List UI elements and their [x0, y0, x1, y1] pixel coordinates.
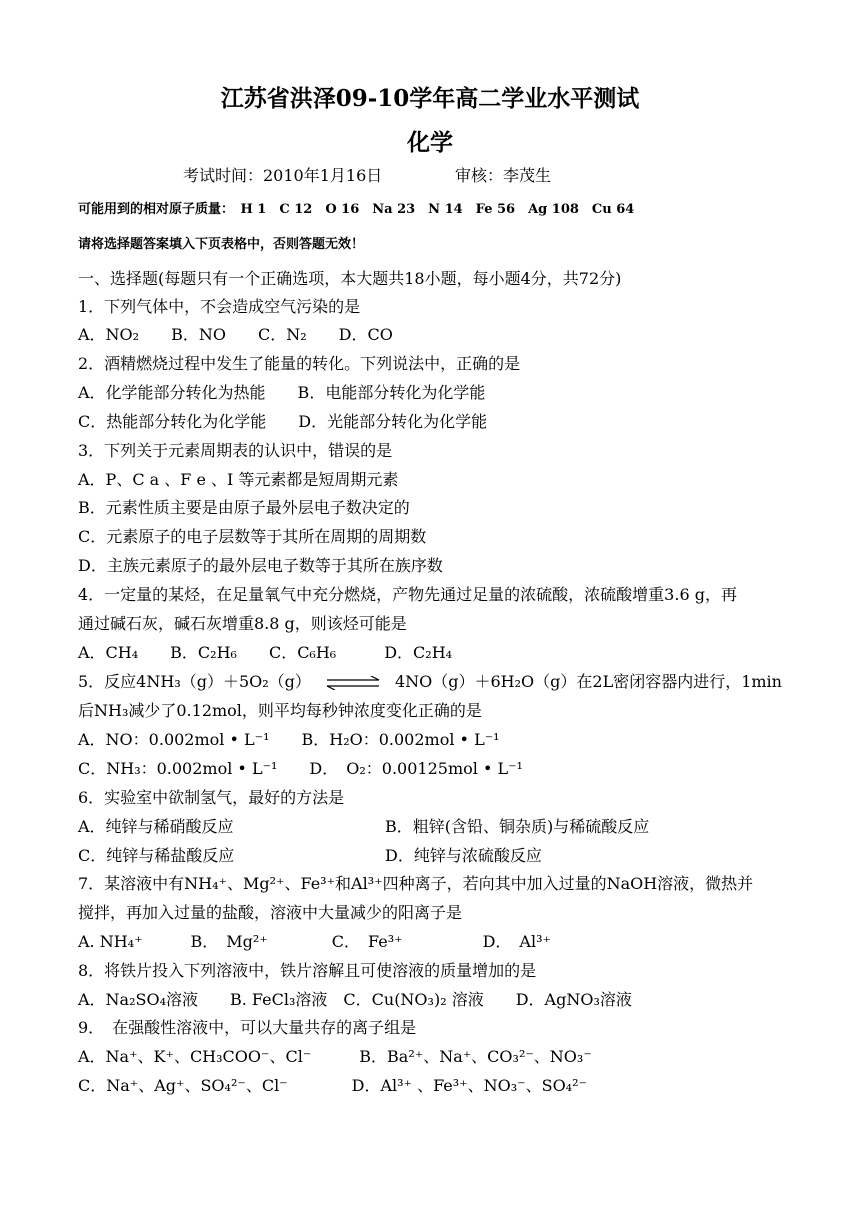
- q5-stem-1: [78, 672, 782, 692]
- q5-stem-2: 后NH₃减少了0.12mol，则平均每秒钟浓度变化正确的是: [78, 701, 482, 720]
- q7-options: A. NH₄⁺ B． Mg²⁺ C． Fe³⁺ D． Al³⁺: [78, 932, 551, 951]
- q2-stem: 2．酒精燃烧过程中发生了能量的转化。下列说法中，正确的是: [78, 354, 521, 373]
- q5-options-2: C．NH₃：0.002mol • L⁻¹ D． O₂：0.00125mol • L⁻¹: [78, 759, 523, 778]
- exam-time: 考试时间：2010年1月16日: [183, 166, 383, 185]
- q3-option-b: B．元素性质主要是由原子最外层电子数决定的: [78, 498, 410, 517]
- q4-options: A．CH₄ B．C₂H₆ C．C₆H₆ D．C₂H₄: [78, 643, 453, 662]
- q5-options-1: A．NO：0.002mol • L⁻¹ B．H₂O：0.002mol • L⁻¹: [78, 730, 500, 749]
- q7-stem-1: 7．某溶液中有NH₄⁺、Mg²⁺、Fe³⁺和Al³⁺四种离子，若向其中加入过量的NaOH溶液，微热并: [78, 874, 754, 893]
- q6-option-b: B．粗锌(含铅、铜杂质)与稀硫酸反应: [385, 817, 650, 836]
- q1-options: A．NO₂ B．NO C．N₂ D．CO: [78, 325, 393, 344]
- q2-options-1: A．化学能部分转化为热能 B．电能部分转化为化学能: [78, 383, 486, 402]
- q8-options: A．Na₂SO₄溶液 B. FeCl₃溶液 C．Cu(NO₃)₂ 溶液 D．AgNO₃溶液: [78, 990, 632, 1009]
- q9-stem: 9． 在强酸性溶液中，可以大量共存的离子组是: [78, 1018, 417, 1037]
- q6-option-c: C．纯锌与稀盐酸反应: [78, 846, 235, 865]
- q4-stem-1: 4．一定量的某烃，在足量氧气中充分燃烧，产物先通过足量的浓硫酸，浓硫酸增重3.6 g，再: [78, 585, 737, 604]
- q5-products: 4NO（g）＋6H₂O（g）在2L密闭容器内进行，1min: [394, 672, 782, 691]
- reviewer: 审核：李茂生: [455, 166, 552, 185]
- q5-reactants: 5．反应4NH₃（g）＋5O₂（g）: [78, 672, 311, 691]
- q6-option-d: D．纯锌与浓硫酸反应: [385, 846, 542, 865]
- q3-option-a: A．P、C a 、F e 、I 等元素都是短周期元素: [78, 470, 399, 489]
- q8-stem: 8．将铁片投入下列溶液中，铁片溶解且可使溶液的质量增加的是: [78, 961, 537, 980]
- q7-stem-2: 搅拌，再加入过量的盐酸，溶液中大量减少的阳离子是: [78, 903, 463, 922]
- q3-option-d: D．主族元素原子的最外层电子数等于其所在族序数: [78, 556, 443, 575]
- q4-stem-2: 通过碱石灰，碱石灰增重8.8 g，则该烃可能是: [78, 614, 407, 633]
- atomic-masses: 可能用到的相对原子质量： H 1 C 12 O 16 Na 23 N 14 Fe 56 Ag 108 Cu 64: [78, 202, 635, 217]
- q6-option-a: A．纯锌与稀硝酸反应: [78, 817, 234, 836]
- q6-stem: 6．实验室中欲制氢气，最好的方法是: [78, 788, 345, 807]
- instruction: 请将选择题答案填入下页表格中，否则答题无效！: [78, 237, 365, 252]
- q1-stem: 1．下列气体中，不会造成空气污染的是: [78, 297, 361, 316]
- q9-options-2: C．Na⁺、Ag⁺、SO₄²⁻、Cl⁻ D．Al³⁺ 、Fe³⁺、NO₃⁻、SO₄²⁻: [78, 1076, 587, 1095]
- equilibrium-arrow-icon: [325, 676, 381, 690]
- q3-option-c: C．元素原子的电子层数等于其所在周期的周期数: [78, 527, 427, 546]
- subject-title: 化学: [407, 129, 453, 156]
- q2-options-2: C．热能部分转化为化学能 D．光能部分转化为化学能: [78, 412, 488, 431]
- q3-stem: 3．下列关于元素周期表的认识中，错误的是: [78, 441, 393, 460]
- exam-title: 江苏省洪泽09-10学年高二学业水平测试: [220, 85, 640, 112]
- q9-options-1: A．Na⁺、K⁺、CH₃COO⁻、Cl⁻ B．Ba²⁺、Na⁺、CO₃²⁻、NO₃⁻: [78, 1047, 592, 1066]
- section-heading: 一、选择题(每题只有一个正确选项，本大题共18小题，每小题4分，共72分): [78, 269, 622, 288]
